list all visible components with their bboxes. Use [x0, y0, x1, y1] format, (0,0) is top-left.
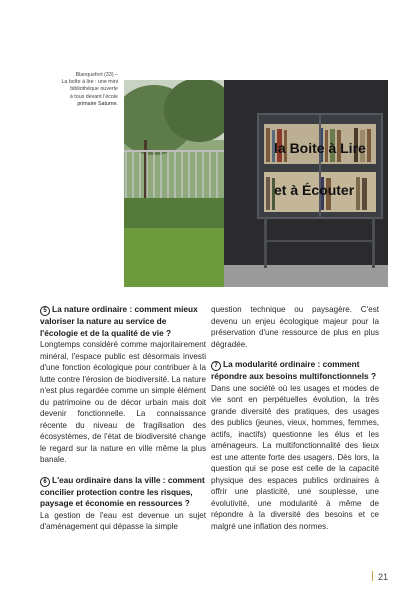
folio-rule [372, 571, 373, 581]
caption-line: Blanquefort (33) – [75, 72, 118, 78]
section-body-continued: question technique ou paysagère. C'est devenu un enjeu écologique majeur pour la préservation d'une ressource de plus en plus dégradée. [211, 305, 379, 349]
section-body: Longtemps considéré comme majoritairement minéral, l'espace public est désormais investi d'une fonction écologique pour contribuer à la lutte contre l'érosion de biodiversité. La nature n'est plus regardée comme un simple élément du patrimoine ou de décor urbain mais doit devenir fonctionnelle. La connaissance récente du niveau de fragilisation des écosystèmes, de l'état de biodiversité change le regard sur la nature en ville même la plus banale. [40, 340, 206, 464]
photo-caption [52, 72, 118, 108]
left-column [40, 304, 206, 533]
sign-line: la Boite à Lire [274, 140, 366, 156]
section-body: Dans une société où les usages et modes de vie sont en perpétuelles évolution, la très grande diversité des pratiques, des usages des publics (jeunes, vieux, hommes, femmes, actifs, inactifs) questionne les élus et les aménageurs. La multifonctionnalité des lieux est une attente forte des usagers. Dès lors, la question qui se pose est celle de la capacité physique des espaces publics ordinaires à offrir une plasticité, une souplesse, une évolutivité, une modularité à même de répondre à la diversité des besoins et ce malgré une inflation des normes. [211, 383, 379, 531]
book-box-photo [124, 80, 388, 287]
right-column [211, 304, 379, 532]
section-number-badge: 6 [40, 477, 50, 487]
sign-line: et à Écouter [274, 182, 355, 198]
caption-line: primaire Saturne. [77, 100, 118, 107]
section-heading [211, 359, 379, 383]
caption-line: bibliothèque ouverte [70, 86, 118, 93]
section-heading [40, 304, 206, 339]
page-number-text: 21 [377, 572, 388, 582]
section-number-badge: 5 [40, 306, 50, 316]
caption-line: à tous devant l'école [69, 93, 118, 100]
section-heading [40, 475, 206, 510]
page-number [372, 571, 388, 582]
section-body: La gestion de l'eau est devenue un sujet d'aménagement qui dépasse la simple [40, 510, 206, 531]
section-title: La modularité ordinaire : comment répondre aux besoins multifonctionnels ? [211, 359, 377, 381]
section-title: L'eau ordinaire dans la ville : comment concilier protection contre les risques, paysage et économie en ressources ? [40, 474, 205, 508]
sign-text [274, 140, 384, 198]
section-title: La nature ordinaire : comment mieux valoriser la nature au service de l'écologie et de la qualité de vie ? [40, 304, 198, 338]
caption-line: La boîte à lire : une mini [61, 79, 118, 86]
section-number-badge: 7 [211, 361, 221, 371]
